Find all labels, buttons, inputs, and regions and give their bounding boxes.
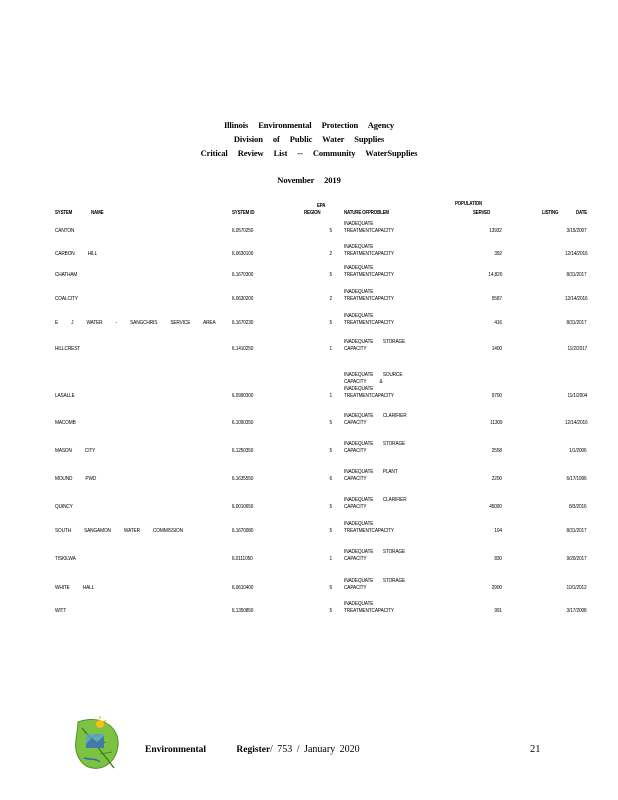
col-population: POPULATION bbox=[455, 201, 483, 207]
epa-region: 1 bbox=[329, 393, 332, 399]
epa-region: 5 bbox=[329, 320, 332, 326]
nature-of-problem-line: CAPACITY bbox=[344, 346, 367, 352]
epa-region: 1 bbox=[329, 346, 332, 352]
listing-date: 3/17/2008 bbox=[566, 608, 587, 614]
epa-region: 6 bbox=[329, 585, 332, 591]
population-served: 104 bbox=[494, 528, 502, 534]
system-name: MOUND PWD bbox=[55, 476, 97, 482]
system-id: IL0111050 bbox=[232, 556, 253, 562]
epa-region: 2 bbox=[329, 296, 332, 302]
nature-of-problem-line: INADEQUATE bbox=[344, 521, 374, 527]
nature-of-problem-line: INADEQUATE STORAGE bbox=[344, 549, 406, 555]
nature-of-problem-line: CAPACITY bbox=[344, 585, 367, 591]
col-name: NAME bbox=[91, 210, 104, 216]
system-id: IL0630200 bbox=[232, 296, 254, 302]
listing-date: 1/1/2006 bbox=[569, 448, 587, 454]
system-name: COALCITY bbox=[55, 296, 78, 302]
nature-of-problem-line: INADEQUATE bbox=[344, 386, 374, 392]
population-served: 2558 bbox=[491, 448, 502, 454]
listing-date: 8/31/2017 bbox=[566, 320, 587, 326]
col-epa: EPA bbox=[317, 203, 326, 209]
col-date: DATE bbox=[576, 210, 588, 216]
listing-date: 12/14/2016 bbox=[564, 251, 587, 257]
system-name: WHITE HALL bbox=[55, 585, 95, 591]
nature-of-problem-line: INADEQUATE CLARIFIER bbox=[344, 497, 407, 503]
system-name: TISKILWA bbox=[55, 556, 76, 562]
col-nature: NATURE OFPROBLEM bbox=[344, 210, 389, 216]
listing-date: 11/1/2004 bbox=[567, 393, 587, 399]
system-id: IL1670300 bbox=[232, 272, 254, 278]
nature-of-problem-line: TREATMENTCAPACITY bbox=[344, 528, 394, 534]
nature-of-problem-line: INADEQUATE STORAGE bbox=[344, 578, 406, 584]
population-served: 14,820 bbox=[488, 272, 502, 278]
system-name: LASALLE bbox=[55, 393, 75, 399]
population-served: 1400 bbox=[491, 346, 502, 352]
nature-of-problem-line: TREATMENTCAPACITY bbox=[344, 296, 394, 302]
footer-page-number: 21 bbox=[530, 744, 541, 755]
epa-region: 5 bbox=[329, 420, 332, 426]
col-listing: LISTING bbox=[542, 210, 559, 216]
nature-of-problem-line: INADEQUATE PLANT bbox=[344, 469, 398, 475]
listing-date: 8/3/2016 bbox=[569, 504, 587, 510]
nature-of-problem-line: CAPACITY & bbox=[344, 379, 383, 385]
population-served: 830 bbox=[494, 556, 502, 562]
nature-of-problem-line: INADEQUATE bbox=[344, 601, 374, 607]
population-served: 416 bbox=[494, 320, 502, 326]
system-name: SOUTH SANGAMON WATER COMMISSION bbox=[55, 528, 183, 534]
nature-of-problem-line: INADEQUATE bbox=[344, 289, 374, 295]
listing-date: 8/31/2017 bbox=[566, 528, 587, 534]
footer-issue: / 753 / January 2020 bbox=[270, 744, 360, 755]
nature-of-problem-line: INADEQUATE STORAGE bbox=[344, 339, 406, 345]
nature-of-problem-line: CAPACITY bbox=[344, 476, 367, 482]
col-served: SERVED bbox=[473, 210, 491, 216]
nature-of-problem-line: INADEQUATE STORAGE bbox=[344, 441, 406, 447]
nature-of-problem-line: INADEQUATE bbox=[344, 221, 374, 227]
nature-of-problem-line: CAPACITY bbox=[344, 556, 367, 562]
epa-region: 5 bbox=[329, 228, 332, 234]
leaf-logo-icon bbox=[70, 712, 126, 772]
nature-of-problem-line: TREATMENTCAPACITY bbox=[344, 320, 394, 326]
listing-date: 3/15/2007 bbox=[566, 228, 587, 234]
epa-region: 5 bbox=[329, 504, 332, 510]
listing-date: 11/2/2017 bbox=[567, 346, 587, 352]
report-date: November 2019 bbox=[277, 175, 341, 185]
system-id: IL0570250 bbox=[232, 228, 254, 234]
system-id: IL1410250 bbox=[232, 346, 254, 352]
listing-date: 12/14/2016 bbox=[564, 296, 587, 302]
population-served: 2200 bbox=[491, 476, 502, 482]
system-id: IL0610400 bbox=[232, 585, 254, 591]
footer-publication: Environmental Register bbox=[145, 745, 271, 755]
system-name: E J WATER - SANGCHRIS SERVICE AREA bbox=[55, 320, 216, 326]
listing-date: 10/1/2012 bbox=[566, 585, 587, 591]
nature-of-problem-line: INADEQUATE CLARIFIER bbox=[344, 413, 407, 419]
system-id: IL1250350 bbox=[232, 448, 254, 454]
epa-region: 5 bbox=[329, 448, 332, 454]
epa-region: 5 bbox=[329, 608, 332, 614]
system-id: IL1350850 bbox=[232, 608, 254, 614]
population-served: 11309 bbox=[489, 420, 502, 426]
list-title: Critical Review List -- Community WaterSupplies bbox=[200, 148, 418, 158]
system-id: IL0630100 bbox=[232, 251, 254, 257]
population-served: 13932 bbox=[489, 228, 502, 234]
nature-of-problem-line: TREATMENTCAPACITY bbox=[344, 272, 394, 278]
system-name: CANTON bbox=[55, 228, 75, 234]
listing-date: 6/17/1996 bbox=[566, 476, 587, 482]
system-name: MACOMB bbox=[55, 420, 76, 426]
nature-of-problem-line: TREATMENTCAPACITY bbox=[344, 228, 394, 234]
epa-region: 1 bbox=[329, 556, 332, 562]
system-id: IL1635550 bbox=[232, 476, 254, 482]
epa-region: 2 bbox=[329, 251, 332, 257]
col-region: REGION bbox=[304, 210, 321, 216]
agency-title: Illinois Environmental Protection Agency bbox=[223, 120, 395, 130]
listing-date: 8/31/2017 bbox=[566, 272, 587, 278]
system-name: WITT bbox=[55, 608, 67, 614]
nature-of-problem-line: INADEQUATE SOURCE bbox=[344, 372, 403, 378]
nature-of-problem-line: INADEQUATE bbox=[344, 244, 374, 250]
epa-region: 6 bbox=[329, 476, 332, 482]
col-system-id: SYSTEM ID bbox=[232, 210, 255, 216]
listing-date: 9/20/2017 bbox=[566, 556, 587, 562]
nature-of-problem-line: CAPACITY bbox=[344, 504, 367, 510]
system-id: IL0010650 bbox=[232, 504, 254, 510]
system-id: IL0990300 bbox=[232, 393, 254, 399]
system-name: MASON CITY bbox=[55, 448, 96, 454]
listing-date: 12/14/2016 bbox=[564, 420, 587, 426]
epa-region: 5 bbox=[329, 528, 332, 534]
nature-of-problem-line: INADEQUATE bbox=[344, 313, 374, 319]
system-id: IL1670230 bbox=[232, 320, 254, 326]
population-served: 392 bbox=[494, 251, 502, 257]
population-served: 45000 bbox=[489, 504, 502, 510]
system-id: IL1670080 bbox=[232, 528, 254, 534]
system-name: CARBON HILL bbox=[55, 251, 98, 257]
nature-of-problem-line: CAPACITY bbox=[344, 448, 367, 454]
nature-of-problem-line: TREATMENTCAPACITY bbox=[344, 608, 394, 614]
nature-of-problem-line: INADEQUATE bbox=[344, 265, 374, 271]
system-name: QUINCY bbox=[55, 504, 73, 510]
col-system: SYSTEM bbox=[55, 210, 73, 216]
population-served: 5587 bbox=[491, 296, 502, 302]
nature-of-problem-line: TREATMENTCAPACITY bbox=[344, 251, 394, 257]
system-name: HILLCREST bbox=[55, 346, 81, 352]
epa-region: 5 bbox=[329, 272, 332, 278]
division-title: Division of Public Water Supplies bbox=[233, 134, 385, 144]
system-name: CHATHAM bbox=[55, 272, 78, 278]
population-served: 2900 bbox=[491, 585, 502, 591]
population-served: 9700 bbox=[491, 393, 502, 399]
nature-of-problem-line: TREATMENTCAPACITY bbox=[344, 393, 394, 399]
nature-of-problem-line: CAPACITY bbox=[344, 420, 367, 426]
system-id: IL1090350 bbox=[232, 420, 254, 426]
population-served: 991 bbox=[494, 608, 502, 614]
